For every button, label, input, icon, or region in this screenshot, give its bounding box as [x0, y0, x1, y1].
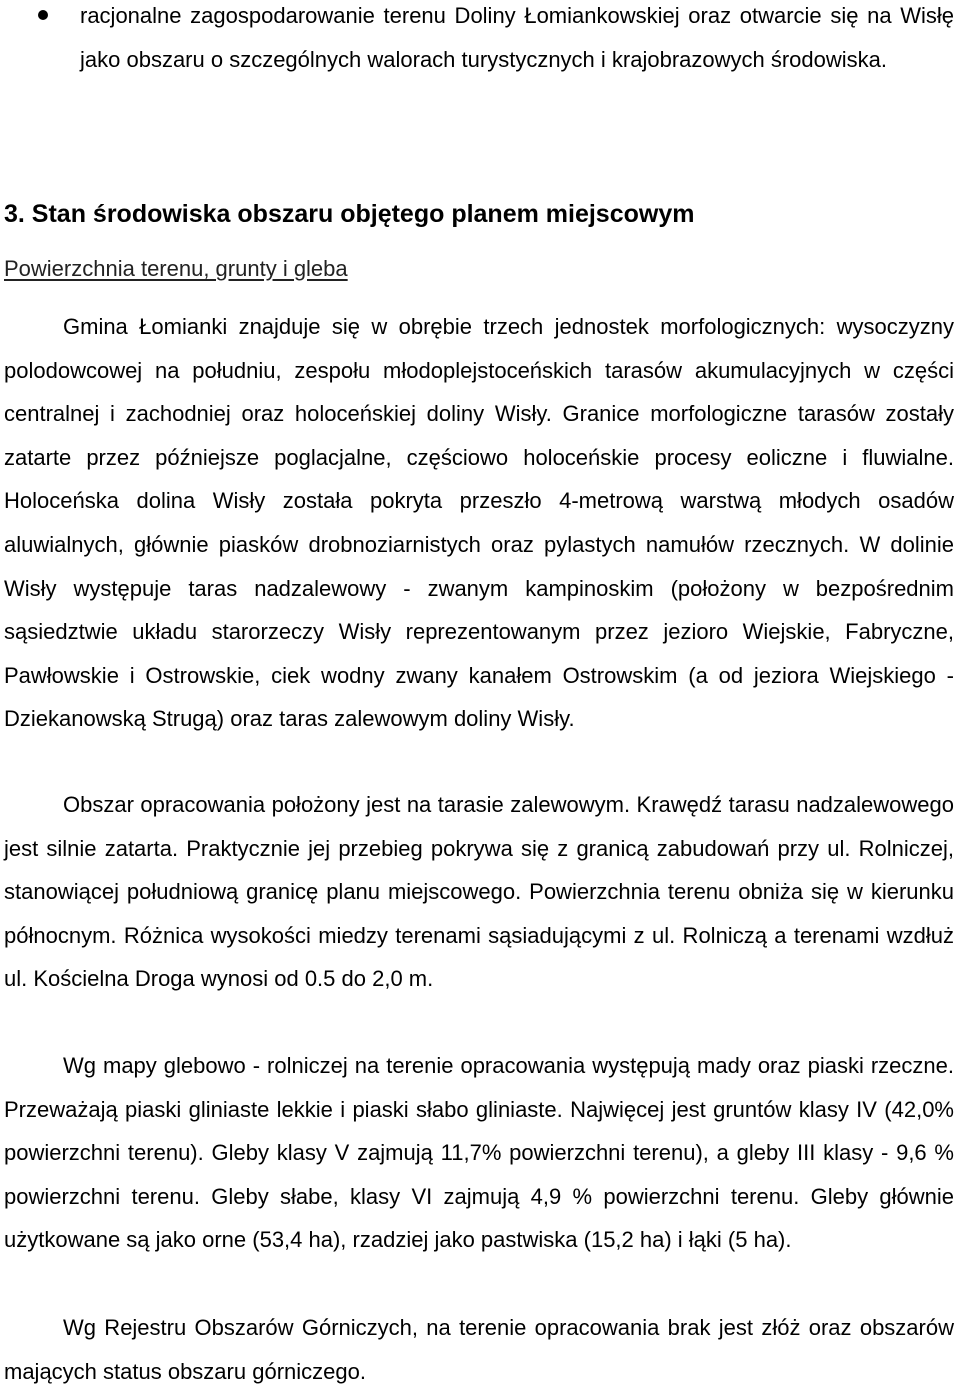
paragraph-mining-register: Wg Rejestru Obszarów Górniczych, na terenie opracowania brak jest złóż oraz obszarów mających status obszaru górniczego. — [4, 1315, 954, 1384]
paragraph-study-area: Obszar opracowania położony jest na tarasie zalewowym. Krawędź tarasu nadzalewowego jest silnie zatarta. Praktycznie jej przebieg pokrywa się z granicą zabudowań przy ul. Rolniczej, stanowiącej południową granicę planu miejscowego. Powierzchnia terenu obniża się w kierunku północnym. Różnica wysokości miedzy terenami sąsiadującymi z ul. Rolniczą a terenami wzdłuż ul. Kościelna Droga wynosi od 0.5 do 2,0 m. — [4, 792, 954, 992]
section-heading: 3. Stan środowiska obszaru objętego planem miejscowym — [4, 200, 695, 228]
bullet-icon — [38, 10, 48, 20]
paragraph-morphology: Gmina Łomianki znajduje się w obrębie trzech jednostek morfologicznych: wysoczyzny polodowcowej na południu, zespołu młodoplejstoceńskich tarasów akumulacyjnych w części centralnej i zachodniej oraz holoceńskiej doliny Wisły. Granice morfologiczne tarasów zostały zatarte przez późniejsze poglacjalne, częściowo holoceńskie procesy eoliczne i fluwialne. Holoceńska dolina Wisły została pokryta przeszło 4-metrową warstwą młodych osadów aluwialnych, głównie piasków drobnoziarnistych oraz pylastych namułów rzecznych. W dolinie Wisły występuje taras nadzalewowy - zwanym kampinoskim (położony w bezpośrednim sąsiedztwie układu starorzeczy Wisły reprezentowanym przez jezioro Wiejskie, Fabryczne, Pawłowskie i Ostrowskie, ciek wodny zwany kanałem Ostrowskim (a od jeziora Wiejskiego - Dziekanowską Strugą) oraz taras zalewowym doliny Wisły. — [4, 314, 954, 732]
section-subheading: Powierzchnia terenu, grunty i gleba — [4, 256, 348, 281]
bullet-text: racjonalne zagospodarowanie terenu Doliny Łomiankowskiej oraz otwarcie się na Wisłę jako obszaru o szczególnych walorach turystycznych i krajobrazowych środowiska. — [80, 3, 954, 72]
paragraph-soil-map: Wg mapy glebowo - rolniczej na terenie opracowania występują mady oraz piaski rzeczne. Przeważają piaski gliniaste lekkie i piaski słabo gliniaste. Najwięcej jest gruntów klasy IV (42,0% powierzchni terenu). Gleby klasy V zajmują 11,7% powierzchni terenu), a gleby III klasy - 9,6 % powierzchni terenu. Gleby słabe, klasy VI zajmują 4,9 % powierzchni terenu. Gleby głównie użytkowane są jako orne (53,4 ha), rzadziej jako pastwiska (15,2 ha) i łąki (5 ha). — [4, 1053, 954, 1253]
